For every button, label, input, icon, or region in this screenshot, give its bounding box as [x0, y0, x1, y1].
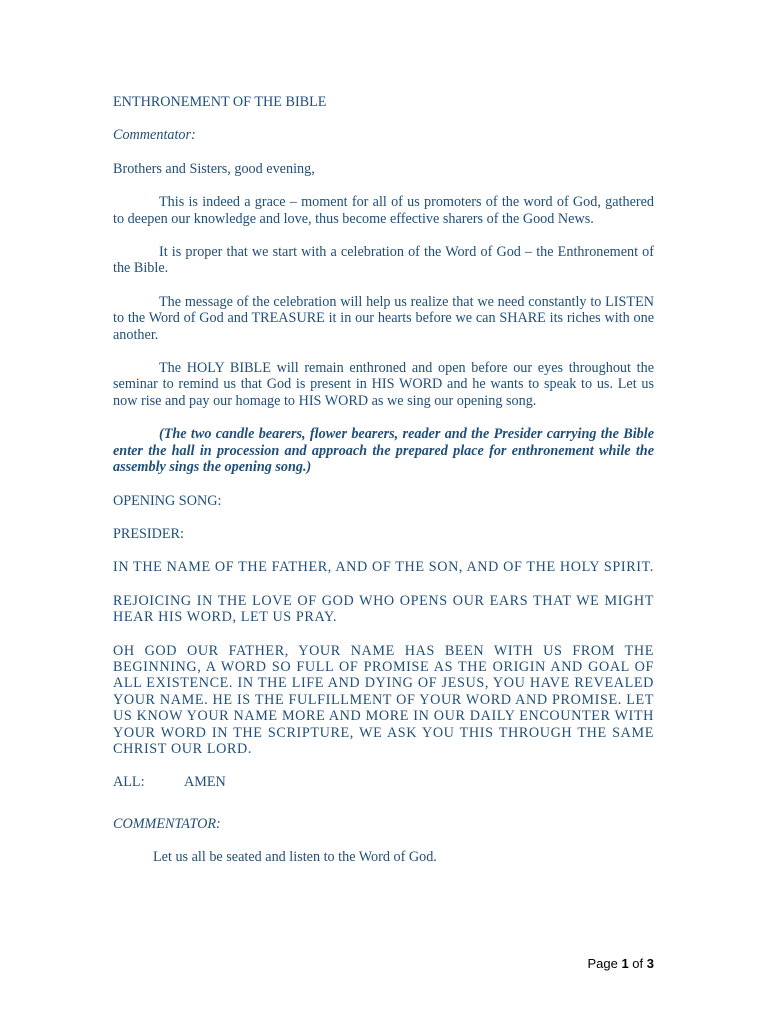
document-title: ENTHRONEMENT OF THE BIBLE	[113, 94, 327, 110]
presider-label: PRESIDER:	[113, 525, 184, 542]
paragraph-holy-bible: The HOLY BIBLE will remain enthroned and open before our eyes throughout the seminar to remind us that God is present in HIS WORD and he wants to speak to us. Let us now rise and pay our homage to HIS WORD as we sing our opening song.	[113, 360, 654, 409]
page-word: Page	[587, 956, 618, 971]
commentator-label: Commentator:	[113, 127, 196, 144]
all-label: ALL:	[113, 774, 145, 791]
current-page-number: 1	[621, 956, 629, 971]
greeting: Brothers and Sisters, good evening,	[113, 160, 315, 177]
procession-rubric: (The two candle bearers, flower bearers, reader and the Presider carrying the Bible enter the hall in procession and approach the prepared place for enthronement while the assembly sings the opening song.)	[113, 426, 654, 476]
of-word: of	[632, 956, 644, 971]
document-body	[113, 94, 654, 866]
amen-text: AMEN	[184, 774, 226, 791]
amen-response	[113, 774, 654, 790]
page-number-footer	[587, 956, 654, 971]
paragraph-message: The message of the celebration will help us realize that we need constantly to LISTEN to the Word of God and TREASURE it in our hearts before we can SHARE its riches with one another.	[113, 293, 654, 343]
prayer-invitation: REJOICING IN THE LOVE OF GOD WHO OPENS OUR EARS THAT WE MIGHT HEAR HIS WORD, LET US PRAY.	[113, 592, 654, 626]
opening-song-label: OPENING SONG:	[113, 492, 222, 509]
paragraph-celebration: It is proper that we start with a celebration of the Word of God – the Enthronement of the Bible.	[113, 244, 654, 277]
paragraph-grace-moment: This is indeed a grace – moment for all of us promoters of the word of God, gathered to deepen our knowledge and love, thus become effective sharers of the Good News.	[113, 194, 654, 227]
total-pages-number: 3	[646, 956, 654, 971]
commentator-label-2: COMMENTATOR:	[113, 815, 221, 832]
closing-instruction: Let us all be seated and listen to the Word of God.	[153, 849, 437, 866]
prayer-sign-of-cross: IN THE NAME OF THE FATHER, AND OF THE SON, AND OF THE HOLY SPIRIT.	[113, 559, 654, 576]
prayer-collect: OH GOD OUR FATHER, YOUR NAME HAS BEEN WITH US FROM THE BEGINNING, A WORD SO FULL OF PROMISE AS THE ORIGIN AND GOAL OF ALL EXISTENCE. IN THE LIFE AND DYING OF JESUS, YOU HAVE REVEALED YOUR NAME. HE IS THE FULFILLMENT OF YOUR WORD AND PROMISE. LET US KNOW YOUR NAME MORE AND MORE IN OUR DAILY ENCOUNTER WITH YOUR WORD IN THE SCRIPTURE, WE ASK YOU THIS THROUGH THE SAME CHRIST OUR LORD.	[113, 642, 654, 757]
